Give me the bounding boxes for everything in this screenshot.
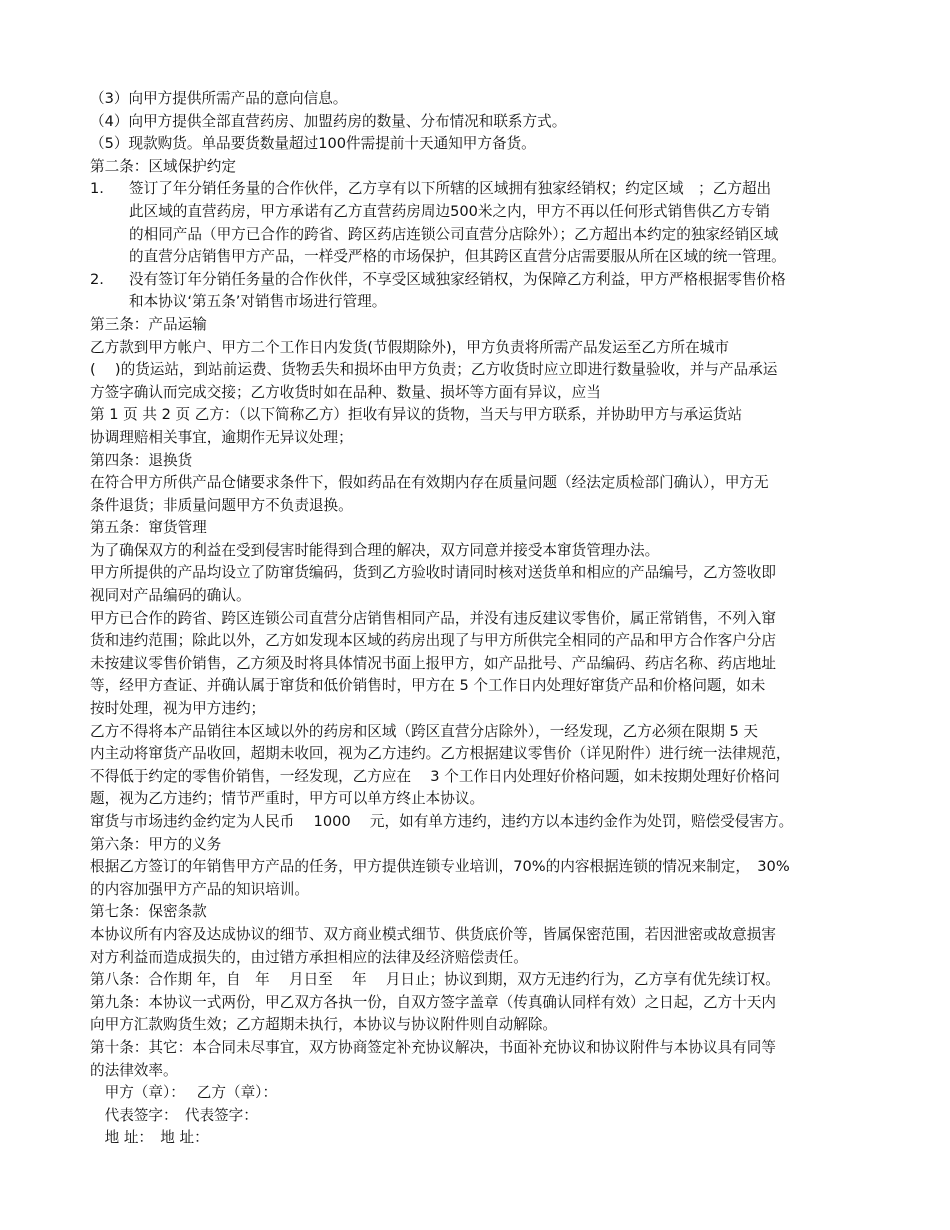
item-line: 的相同产品（甲方已合作的跨省、跨区药店连锁公司直营分店除外）；乙方超出本约定的独家经销区域	[129, 225, 779, 243]
paragraph-line: 本协议所有内容及达成协议的细节、双方商业模式细节、供货底价等，皆属保密范围，若因泄密或故意损害	[90, 925, 776, 943]
paragraph-line: 的法律效率。	[90, 1061, 178, 1079]
section-heading-article-7: 第七条：保密条款	[90, 903, 207, 921]
item-line: 的直营分店销售甲方产品，一样受严格的市场保护，但其跨区直营分店需要服从所在区域的统一管理。	[129, 248, 786, 266]
paragraph-line: 协调理赔相关事宜，逾期作无异议处理；	[90, 428, 353, 446]
item-line: 签订了年分销任务量的合作伙伴，乙方享有以下所辖的区域拥有独家经销权；约定区域 ；乙方超出	[129, 180, 772, 198]
paragraph-line: 按时处理，视为甲方违约；	[90, 700, 266, 718]
paragraph-line: 视同对产品编码的确认。	[90, 587, 251, 605]
item-number: 1.	[90, 180, 104, 198]
paragraph-line: 对方利益而造成损失的，由过错方承担相应的法律及经济赔偿责任。	[90, 948, 528, 966]
paragraph-line: 内主动将窜货产品收回，超期未收回，视为乙方违约。乙方根据建议零售价（详见附件）进行统一法律规范，	[90, 745, 791, 763]
paragraph-line: 为了确保双方的利益在受到侵害时能得到合理的解决，双方同意并接受本窜货管理办法。	[90, 541, 660, 559]
paragraph-line: 未按建议零售价销售，乙方须及时将具体情况书面上报甲方，如产品批号、产品编码、药店名称、药店地址	[90, 654, 776, 672]
paragraph-line: 乙方款到甲方帐户、甲方二个工作日内发货(节假期除外)，甲方负责将所需产品发运至乙方所在城市	[90, 338, 729, 356]
paragraph-line: 题，视为乙方违约；情节严重时，甲方可以单方终止本协议。	[90, 790, 485, 808]
paragraph-line: （5）现款购货。单品要货数量超过100件需提前十天通知甲方备货。	[90, 135, 536, 153]
paragraph-line: 向甲方汇款购货生效；乙方超期未执行，本协议与协议附件则自动解除。	[90, 1016, 558, 1034]
paragraph-line: 方签字确认而完成交接；乙方收货时如在品种、数量、损坏等方面有异议，应当	[90, 383, 601, 401]
paragraph-line: 窜货与市场违约金约定为人民币 1000 元，如有单方违约，违约方以本违约金作为处罚，赔偿受侵害方。	[90, 813, 794, 830]
item-line: 没有签订年分销任务量的合作伙伴，不享受区域独家经销权，为保障乙方利益，甲方严格根据零售价格	[129, 270, 786, 288]
paragraph-line: 条件退货；非质量问题甲方不负责退换。	[90, 496, 353, 514]
item-line: 和本协议‘第五条’对销售市场进行管理。	[129, 293, 387, 311]
section-heading-article-2: 第二条：区域保护约定	[90, 157, 236, 175]
paragraph-line: ( )的货运站，到站前运费、货物丢失和损坏由甲方负责；乙方收货时应立即进行数量验收，并与产品承运	[90, 361, 778, 379]
numbered-item-1	[90, 178, 870, 268]
numbered-item-2	[90, 269, 870, 314]
paragraph-line: 甲方所提供的产品均设立了防窜货编码，货到乙方验收时请同时核对送货单和相应的产品编号，乙方签收即	[90, 564, 776, 582]
paragraph-line: （4）向甲方提供全部直营药房、加盟药房的数量、分布情况和联系方式。	[90, 112, 567, 130]
signature-representatives: 代表签字： 代表签字：	[90, 1106, 258, 1124]
signature-addresses: 地 址： 地 址：	[90, 1129, 209, 1147]
paragraph-line: 不得低于约定的零售价销售，一经发现，乙方应在 3 个工作日内处理好价格问题，如未按期处理好价格问	[90, 767, 780, 785]
paragraph-line: 根据乙方签订的年销售甲方产品的任务，甲方提供连锁专业培训，70%的内容根据连锁的情况来制定， 30%	[90, 858, 790, 876]
section-article-9: 第九条：本协议一式两份，甲乙双方各执一份，自双方签字盖章（传真确认同样有效）之日起，乙方十天内	[90, 993, 776, 1011]
section-article-10: 第十条：其它：本合同未尽事宜，双方协商签定补充协议解决，书面补充协议和协议附件与本协议具有同等	[90, 1038, 776, 1056]
paragraph-line: 甲方已合作的跨省、跨区连锁公司直营分店销售相同产品，并没有违反建议零售价，属正常销售，不列入窜	[90, 609, 776, 627]
item-line: 此区域的直营药房，甲方承诺有乙方直营药房周边500米之内，甲方不再以任何形式销售供乙方专销	[129, 202, 770, 220]
paragraph-line: 等，经甲方查证、并确认属于窜货和低价销售时，甲方在 5 个工作日内处理好窜货产品和价格问题，如未	[90, 677, 766, 695]
paragraph-line: 货和违约范围；除此以外，乙方如发现本区域的药房出现了与甲方所供完全相同的产品和甲方合作客户分店	[90, 632, 776, 650]
paragraph-line: 的内容加强甲方产品的知识培训。	[90, 880, 309, 898]
section-heading-article-4: 第四条：退换货	[90, 451, 193, 469]
section-heading-article-5: 第五条：窜货管理	[90, 519, 207, 537]
paragraph-line: 乙方不得将本产品销往本区域以外的药房和区域（跨区直营分店除外），一经发现，乙方必须在限期 5 天	[90, 722, 758, 740]
item-number: 2.	[90, 270, 104, 288]
section-article-8: 第八条：合作期 年，自 年 月日至 年 月日止；协议到期，双方无违约行为，乙方享有优先续订权。	[90, 971, 780, 989]
contract-page	[90, 88, 870, 1150]
section-heading-article-3: 第三条：产品运输	[90, 315, 207, 333]
paragraph-line: 在符合甲方所供产品仓储要求条件下，假如药品在有效期内存在质量问题（经法定质检部门确认），甲方无	[90, 474, 769, 492]
signature-party-seals: 甲方（章）： 乙方（章）：	[90, 1084, 278, 1102]
paragraph-line: （3）向甲方提供所需产品的意向信息。	[90, 90, 348, 107]
section-heading-article-6: 第六条：甲方的义务	[90, 835, 222, 853]
paragraph-line: 第 1 页 共 2 页 乙方：（以下简称乙方）拒收有异议的货物，当天与甲方联系，并协助甲方与承运货站	[90, 406, 743, 424]
